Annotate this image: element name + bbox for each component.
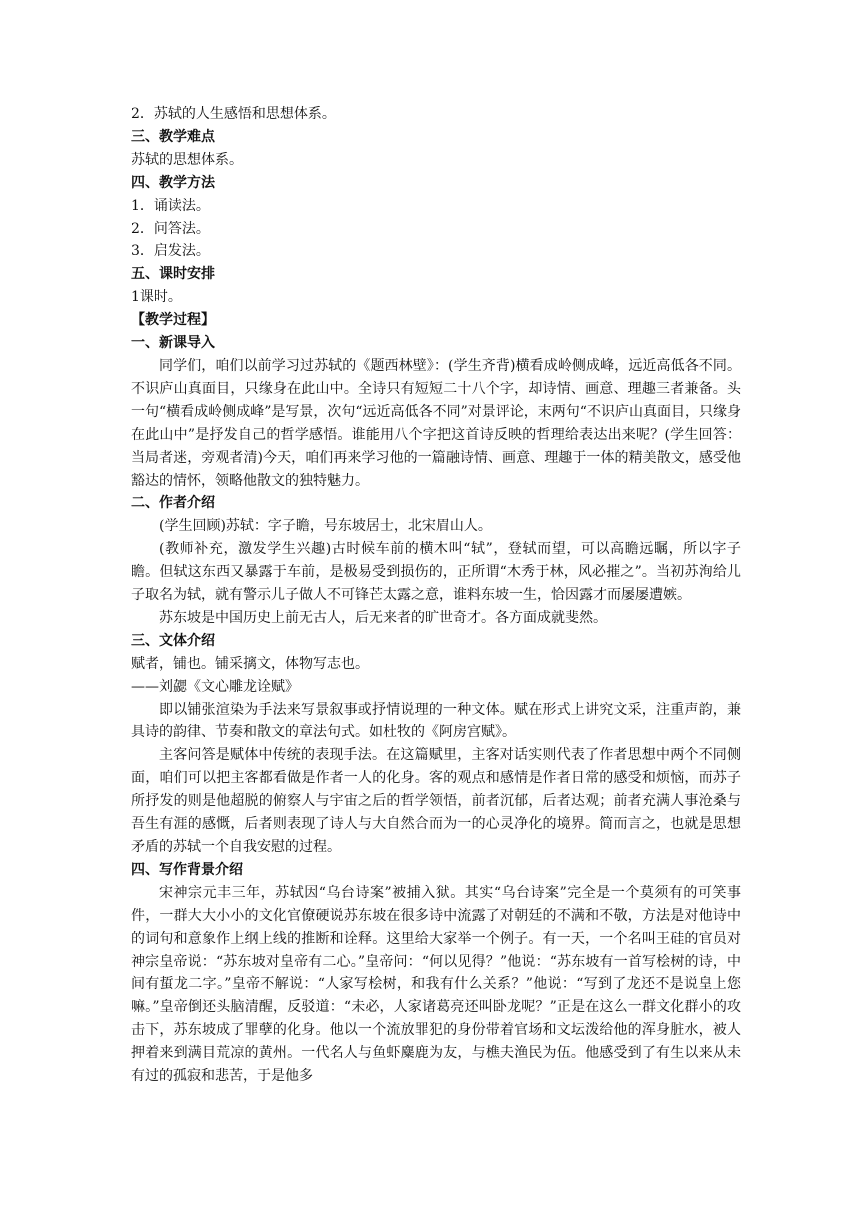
method-item-2: 2．问答法。 [131,220,210,237]
paragraph-genre-dialogue: 主客问答是赋体中传统的表现手法。在这篇赋里，主客对话实则代表了作者思想中两个不同侧面，咱们可以把主客都看做是作者一人的化身。客的观点和感情是作者日常的感受和烦恼，而苏子所抒发的则是他超脱的俯察人与宇宙之后的哲学领悟，前者沉郁，后者达观；前者充满人事沧桑与吾生有涯的感慨，后者则表现了诗人与大自然合而为一的心灵净化的境界。简而言之，也就是思想矛盾的苏轼一个自我安慰的过程。 [131,747,741,855]
method-item-1: 1．诵读法。 [131,197,210,214]
heading-background: 四、写作背景介绍 [131,861,243,878]
heading-methods: 四、教学方法 [131,174,215,191]
genre-quote: 赋者，铺也。铺采摛文，体物写志也。 [131,655,369,672]
paragraph-background: 宋神宗元丰三年，苏轼因“乌台诗案”被捕入狱。其实“乌台诗案”完全是一个莫须有的可笑事件，一群大大小小的文化官僚硬说苏东坡在很多诗中流露了对朝廷的不满和不敬，方法是对他诗中的词句和意象作上纲上线的推断和诠释。这里给大家举一个例子。有一天，一个名叫王硅的官员对神宗皇帝说：“苏东坡对皇帝有二心。”皇帝问：“何以见得？”他说：“苏东坡有一首写桧树的诗，中间有蜇龙二字。”皇帝不解说：“人家写桧树，和我有什么关系？”他说：“写到了龙还不是说皇上您嘛。”皇帝倒还头脑清醒，反驳道：“未必，人家诸葛亮还叫卧龙呢？”正是在这么一群文化群小的攻击下，苏东坡成了罪孽的化身。他以一个流放罪犯的身份带着官场和文坛泼给他的浑身脏水，被人押着来到满目荒凉的黄州。一代名人与鱼虾麋鹿为友，与樵夫渔民为伍。他感受到了有生以来从未有过的孤寂和悲苦，于是他多 [131,884,741,1085]
paragraph-author-summary: 苏东坡是中国历史上前无古人，后无来者的旷世奇才。各方面成就斐然。 [159,609,607,626]
document-body [131,103,741,1088]
paragraph-author-supplement: (教师补充，激发学生兴趣)古时候车前的横木叫“轼”，登轼而望，可以高瞻远瞩，所以字子瞻。但轼这东西又暴露于车前，是极易受到损伤的，正所谓“木秀于林，风必摧之”。当初苏洵给儿子取名为轼，就有警示儿子做人不可锋芒太露之意，谁料东坡一生，恰因露才而屡屡遭嫉。 [131,541,741,604]
paragraph-genre-definition: 即以铺张渲染为手法来写景叙事或抒情说理的一种文体。赋在形式上讲究文采，注重声韵，兼具诗的韵律、节奏和散文的章法句式。如杜牧的《阿房宫赋》。 [131,701,741,741]
heading-author: 二、作者介绍 [131,495,215,512]
heading-process: 【教学过程】 [131,312,215,329]
heading-schedule: 五、课时安排 [131,266,215,283]
method-item-3: 3．启发法。 [131,243,210,260]
genre-quote-source: ——刘勰《文心雕龙诠赋》 [131,678,299,695]
schedule-text: 1课时。 [131,289,182,306]
heading-difficulty: 三、教学难点 [131,128,215,145]
heading-genre: 三、文体介绍 [131,632,215,649]
difficulty-text: 苏轼的思想体系。 [131,151,243,168]
objective-item-2: 2．苏轼的人生感悟和思想体系。 [131,106,336,122]
paragraph-intro: 同学们，咱们以前学习过苏轼的《题西林壁》：(学生齐背)横看成岭侧成峰，远近高低各不同。不识庐山真面目，只缘身在此山中。全诗只有短短二十八个字，却诗情、画意、理趣三者兼备。头一句“横看成岭侧成峰”是写景，次句“远近高低各不同”对景评论，末两句“不识庐山真面目，只缘身在此山中”是抒发自己的哲学感悟。谁能用八个字把这首诗反映的哲理给表达出来呢？(学生回答：当局者迷，旁观者清)今天，咱们再来学习他的一篇融诗情、画意、理趣于一体的精美散文，感受他豁达的情怀，领略他散文的独特魅力。 [131,357,741,489]
heading-intro: 一、新课导入 [131,335,215,352]
paragraph-author-review: (学生回顾)苏轼：字子瞻，号东坡居士，北宋眉山人。 [159,518,492,535]
